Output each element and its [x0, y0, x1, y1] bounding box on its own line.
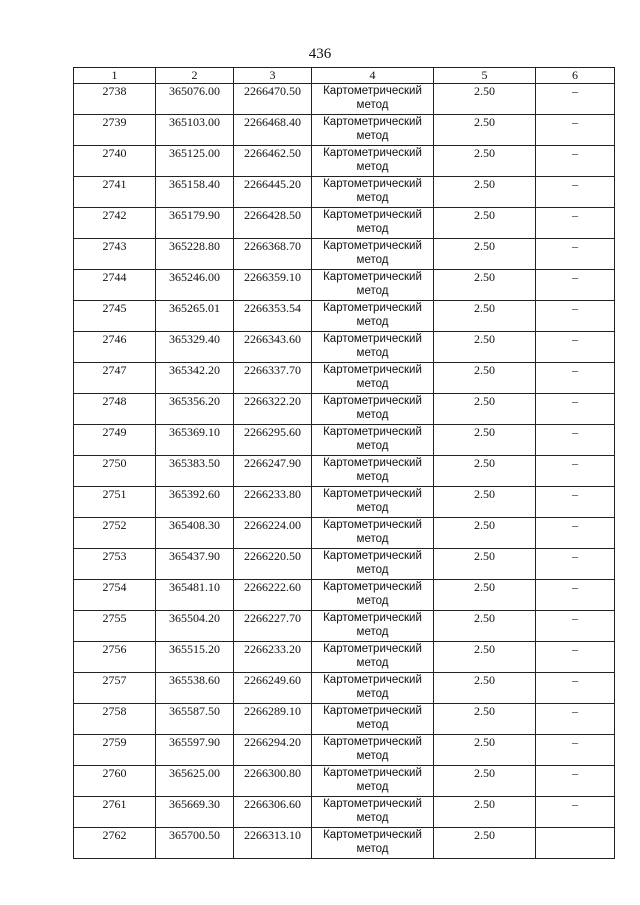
x-coordinate-cell: 365158.40	[156, 177, 234, 208]
column-header: 1	[74, 68, 156, 84]
table-row	[74, 270, 615, 301]
accuracy-cell: 2.50	[434, 611, 536, 642]
table-row	[74, 797, 615, 828]
point-number-cell: 2744	[74, 270, 156, 301]
column-header: 4	[312, 68, 434, 84]
description-cell: –	[536, 239, 615, 270]
method-line-1: Картометрический	[323, 612, 422, 624]
x-coordinate-cell: 365265.01	[156, 301, 234, 332]
y-coordinate-cell: 2266322.20	[234, 394, 312, 425]
table-row	[74, 735, 615, 766]
method-cell	[312, 673, 434, 704]
point-number-cell: 2761	[74, 797, 156, 828]
point-number-cell: 2756	[74, 642, 156, 673]
method-cell	[312, 487, 434, 518]
accuracy-cell: 2.50	[434, 84, 536, 115]
x-coordinate-cell: 365587.50	[156, 704, 234, 735]
method-cell	[312, 363, 434, 394]
y-coordinate-cell: 2266468.40	[234, 115, 312, 146]
method-line-2: метод	[356, 750, 389, 762]
method-line-1: Картометрический	[323, 116, 422, 128]
method-line-2: метод	[356, 316, 389, 328]
point-number-cell: 2749	[74, 425, 156, 456]
accuracy-cell: 2.50	[434, 766, 536, 797]
table-row	[74, 828, 615, 859]
accuracy-cell: 2.50	[434, 332, 536, 363]
method-cell	[312, 580, 434, 611]
method-line-2: метод	[356, 471, 389, 483]
y-coordinate-cell: 2266343.60	[234, 332, 312, 363]
accuracy-cell: 2.50	[434, 673, 536, 704]
table-row	[74, 146, 615, 177]
accuracy-cell: 2.50	[434, 828, 536, 859]
method-line-2: метод	[356, 223, 389, 235]
description-cell: –	[536, 642, 615, 673]
table-header-row	[74, 68, 615, 84]
point-number-cell: 2760	[74, 766, 156, 797]
x-coordinate-cell: 365125.00	[156, 146, 234, 177]
x-coordinate-cell: 365408.30	[156, 518, 234, 549]
method-line-2: метод	[356, 347, 389, 359]
method-cell	[312, 611, 434, 642]
method-line-2: метод	[356, 130, 389, 142]
x-coordinate-cell: 365597.90	[156, 735, 234, 766]
method-line-2: метод	[356, 812, 389, 824]
table-row	[74, 673, 615, 704]
description-cell: –	[536, 766, 615, 797]
y-coordinate-cell: 2266470.50	[234, 84, 312, 115]
table-row	[74, 115, 615, 146]
accuracy-cell: 2.50	[434, 797, 536, 828]
accuracy-cell: 2.50	[434, 239, 536, 270]
y-coordinate-cell: 2266247.90	[234, 456, 312, 487]
table-row	[74, 704, 615, 735]
point-number-cell: 2753	[74, 549, 156, 580]
description-cell: –	[536, 270, 615, 301]
method-line-2: метод	[356, 254, 389, 266]
description-cell: –	[536, 797, 615, 828]
description-cell: –	[536, 301, 615, 332]
x-coordinate-cell: 365103.00	[156, 115, 234, 146]
method-line-1: Картометрический	[323, 581, 422, 593]
method-cell	[312, 332, 434, 363]
y-coordinate-cell: 2266306.60	[234, 797, 312, 828]
method-cell	[312, 704, 434, 735]
accuracy-cell: 2.50	[434, 642, 536, 673]
method-line-2: метод	[356, 626, 389, 638]
page-number: 436	[308, 46, 332, 62]
y-coordinate-cell: 2266233.80	[234, 487, 312, 518]
description-cell: –	[536, 146, 615, 177]
description-cell: –	[536, 487, 615, 518]
table-row	[74, 332, 615, 363]
description-cell: –	[536, 456, 615, 487]
y-coordinate-cell: 2266220.50	[234, 549, 312, 580]
x-coordinate-cell: 365392.60	[156, 487, 234, 518]
point-number-cell: 2755	[74, 611, 156, 642]
point-number-cell: 2747	[74, 363, 156, 394]
description-cell: –	[536, 115, 615, 146]
accuracy-cell: 2.50	[434, 580, 536, 611]
table-row	[74, 425, 615, 456]
x-coordinate-cell: 365342.20	[156, 363, 234, 394]
y-coordinate-cell: 2266359.10	[234, 270, 312, 301]
method-line-1: Картометрический	[323, 302, 422, 314]
method-line-2: метод	[356, 440, 389, 452]
method-cell	[312, 146, 434, 177]
table-row	[74, 363, 615, 394]
x-coordinate-cell: 365515.20	[156, 642, 234, 673]
table-row	[74, 208, 615, 239]
y-coordinate-cell: 2266337.70	[234, 363, 312, 394]
y-coordinate-cell: 2266295.60	[234, 425, 312, 456]
description-cell: –	[536, 580, 615, 611]
table-row	[74, 580, 615, 611]
method-cell	[312, 239, 434, 270]
method-line-1: Картометрический	[323, 705, 422, 717]
table-row	[74, 766, 615, 797]
point-number-cell: 2752	[74, 518, 156, 549]
table-row	[74, 487, 615, 518]
x-coordinate-cell: 365504.20	[156, 611, 234, 642]
description-cell: –	[536, 611, 615, 642]
description-cell: –	[536, 518, 615, 549]
description-cell: –	[536, 394, 615, 425]
table-row	[74, 456, 615, 487]
point-number-cell: 2751	[74, 487, 156, 518]
description-cell: –	[536, 363, 615, 394]
description-cell: –	[536, 177, 615, 208]
method-line-1: Картометрический	[323, 178, 422, 190]
table-row	[74, 239, 615, 270]
method-line-1: Картометрический	[323, 457, 422, 469]
y-coordinate-cell: 2266353.54	[234, 301, 312, 332]
method-line-1: Картометрический	[323, 271, 422, 283]
method-cell	[312, 84, 434, 115]
method-line-2: метод	[356, 533, 389, 545]
method-line-2: метод	[356, 564, 389, 576]
method-cell	[312, 828, 434, 859]
accuracy-cell: 2.50	[434, 549, 536, 580]
accuracy-cell: 2.50	[434, 487, 536, 518]
method-line-2: метод	[356, 781, 389, 793]
method-line-1: Картометрический	[323, 643, 422, 655]
accuracy-cell: 2.50	[434, 363, 536, 394]
method-line-1: Картометрический	[323, 550, 422, 562]
method-line-2: метод	[356, 688, 389, 700]
x-coordinate-cell: 365076.00	[156, 84, 234, 115]
method-line-1: Картометрический	[323, 364, 422, 376]
description-cell	[536, 828, 615, 859]
method-line-1: Картометрический	[323, 519, 422, 531]
accuracy-cell: 2.50	[434, 425, 536, 456]
method-line-1: Картометрический	[323, 488, 422, 500]
y-coordinate-cell: 2266227.70	[234, 611, 312, 642]
method-cell	[312, 518, 434, 549]
y-coordinate-cell: 2266249.60	[234, 673, 312, 704]
table-row	[74, 84, 615, 115]
method-line-1: Картометрический	[323, 674, 422, 686]
x-coordinate-cell: 365481.10	[156, 580, 234, 611]
point-number-cell: 2739	[74, 115, 156, 146]
accuracy-cell: 2.50	[434, 270, 536, 301]
point-number-cell: 2759	[74, 735, 156, 766]
y-coordinate-cell: 2266224.00	[234, 518, 312, 549]
point-number-cell: 2754	[74, 580, 156, 611]
method-cell	[312, 456, 434, 487]
method-line-2: метод	[356, 843, 389, 855]
method-line-2: метод	[356, 502, 389, 514]
accuracy-cell: 2.50	[434, 394, 536, 425]
point-number-cell: 2750	[74, 456, 156, 487]
x-coordinate-cell: 365669.30	[156, 797, 234, 828]
description-cell: –	[536, 735, 615, 766]
point-number-cell: 2762	[74, 828, 156, 859]
x-coordinate-cell: 365179.90	[156, 208, 234, 239]
method-line-2: метод	[356, 409, 389, 421]
method-cell	[312, 115, 434, 146]
accuracy-cell: 2.50	[434, 146, 536, 177]
table-row	[74, 611, 615, 642]
method-cell	[312, 549, 434, 580]
description-cell: –	[536, 332, 615, 363]
method-cell	[312, 301, 434, 332]
x-coordinate-cell: 365356.20	[156, 394, 234, 425]
point-number-cell: 2740	[74, 146, 156, 177]
method-line-1: Картометрический	[323, 395, 422, 407]
coordinates-table	[73, 67, 615, 859]
method-line-1: Картометрический	[323, 829, 422, 841]
description-cell: –	[536, 549, 615, 580]
method-line-1: Картометрический	[323, 798, 422, 810]
accuracy-cell: 2.50	[434, 518, 536, 549]
point-number-cell: 2746	[74, 332, 156, 363]
method-cell	[312, 177, 434, 208]
accuracy-cell: 2.50	[434, 456, 536, 487]
method-cell	[312, 208, 434, 239]
y-coordinate-cell: 2266222.60	[234, 580, 312, 611]
method-line-1: Картометрический	[323, 767, 422, 779]
method-line-1: Картометрический	[323, 240, 422, 252]
method-cell	[312, 797, 434, 828]
method-line-2: метод	[356, 657, 389, 669]
method-line-2: метод	[356, 192, 389, 204]
point-number-cell: 2741	[74, 177, 156, 208]
table-row	[74, 177, 615, 208]
column-header: 3	[234, 68, 312, 84]
method-line-2: метод	[356, 378, 389, 390]
description-cell: –	[536, 84, 615, 115]
description-cell: –	[536, 425, 615, 456]
method-line-1: Картометрический	[323, 147, 422, 159]
point-number-cell: 2738	[74, 84, 156, 115]
y-coordinate-cell: 2266368.70	[234, 239, 312, 270]
x-coordinate-cell: 365538.60	[156, 673, 234, 704]
method-cell	[312, 425, 434, 456]
description-cell: –	[536, 208, 615, 239]
x-coordinate-cell: 365329.40	[156, 332, 234, 363]
x-coordinate-cell: 365369.10	[156, 425, 234, 456]
method-cell	[312, 394, 434, 425]
column-header: 2	[156, 68, 234, 84]
y-coordinate-cell: 2266300.80	[234, 766, 312, 797]
method-line-1: Картометрический	[323, 209, 422, 221]
method-line-2: метод	[356, 161, 389, 173]
method-line-2: метод	[356, 595, 389, 607]
table-row	[74, 518, 615, 549]
x-coordinate-cell: 365437.90	[156, 549, 234, 580]
point-number-cell: 2742	[74, 208, 156, 239]
method-cell	[312, 766, 434, 797]
point-number-cell: 2748	[74, 394, 156, 425]
y-coordinate-cell: 2266233.20	[234, 642, 312, 673]
x-coordinate-cell: 365383.50	[156, 456, 234, 487]
point-number-cell: 2745	[74, 301, 156, 332]
table-row	[74, 549, 615, 580]
table-row	[74, 301, 615, 332]
method-cell	[312, 270, 434, 301]
method-cell	[312, 735, 434, 766]
column-header: 6	[536, 68, 615, 84]
accuracy-cell: 2.50	[434, 301, 536, 332]
description-cell: –	[536, 704, 615, 735]
point-number-cell: 2758	[74, 704, 156, 735]
x-coordinate-cell: 365625.00	[156, 766, 234, 797]
column-header: 5	[434, 68, 536, 84]
y-coordinate-cell: 2266462.50	[234, 146, 312, 177]
method-line-1: Картометрический	[323, 333, 422, 345]
y-coordinate-cell: 2266313.10	[234, 828, 312, 859]
method-line-1: Картометрический	[323, 426, 422, 438]
method-line-2: метод	[356, 719, 389, 731]
point-number-cell: 2757	[74, 673, 156, 704]
method-line-1: Картометрический	[323, 736, 422, 748]
x-coordinate-cell: 365246.00	[156, 270, 234, 301]
method-line-2: метод	[356, 285, 389, 297]
y-coordinate-cell: 2266445.20	[234, 177, 312, 208]
method-cell	[312, 642, 434, 673]
y-coordinate-cell: 2266428.50	[234, 208, 312, 239]
method-line-1: Картометрический	[323, 85, 422, 97]
accuracy-cell: 2.50	[434, 208, 536, 239]
table-row	[74, 394, 615, 425]
accuracy-cell: 2.50	[434, 177, 536, 208]
table-row	[74, 642, 615, 673]
accuracy-cell: 2.50	[434, 735, 536, 766]
description-cell: –	[536, 673, 615, 704]
x-coordinate-cell: 365700.50	[156, 828, 234, 859]
method-line-2: метод	[356, 99, 389, 111]
x-coordinate-cell: 365228.80	[156, 239, 234, 270]
y-coordinate-cell: 2266294.20	[234, 735, 312, 766]
accuracy-cell: 2.50	[434, 115, 536, 146]
accuracy-cell: 2.50	[434, 704, 536, 735]
y-coordinate-cell: 2266289.10	[234, 704, 312, 735]
point-number-cell: 2743	[74, 239, 156, 270]
